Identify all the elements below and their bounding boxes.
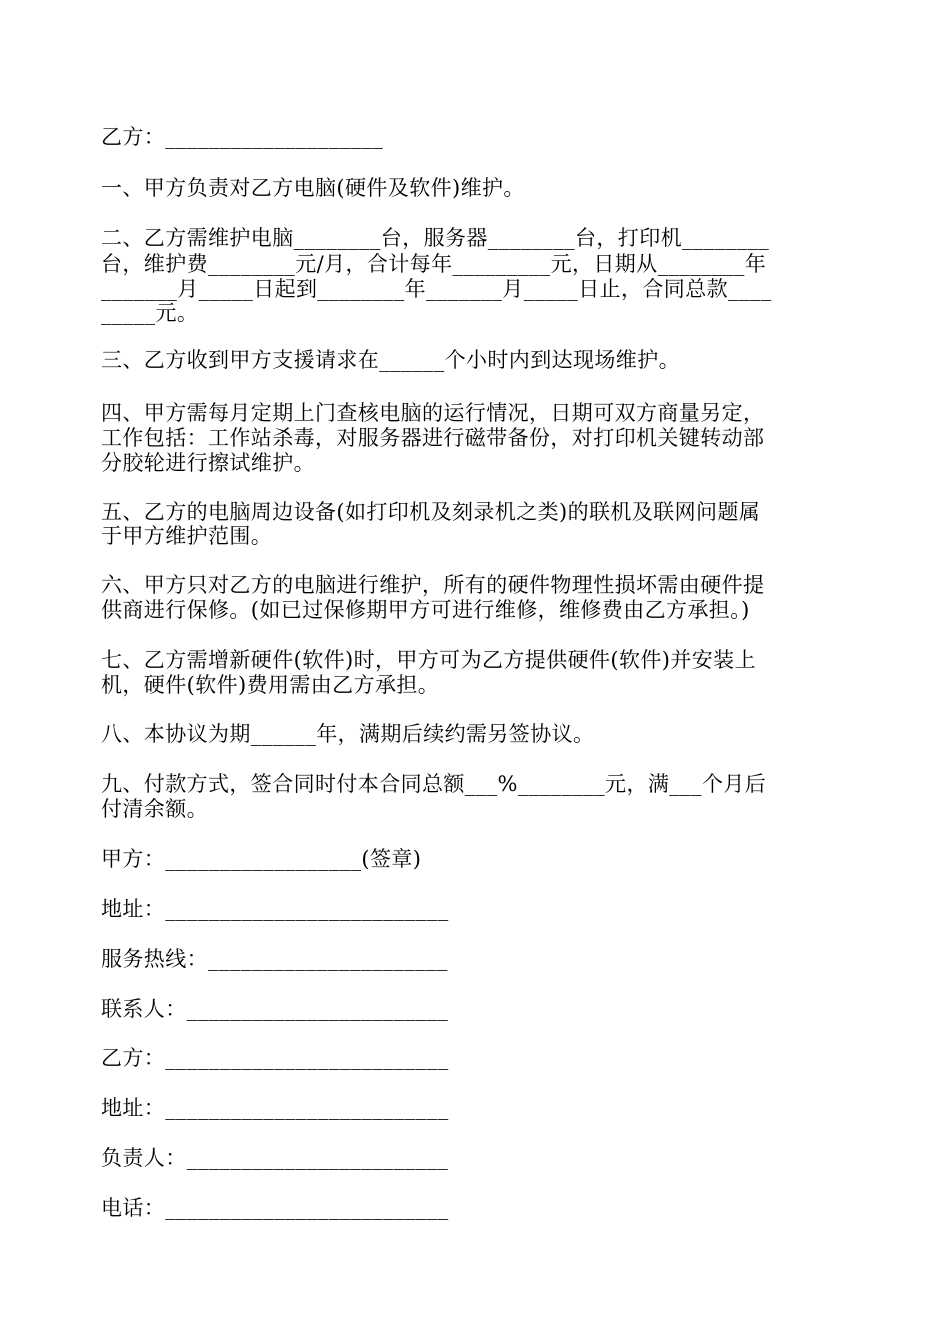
service-hotline-line: 服务热线：______________________ [101,947,448,971]
clause-2-line-1: 二、乙方需维护电脑________台，服务器________台，打印机________ [101,226,770,250]
clause-3: 三、乙方收到甲方支援请求在______个小时内到达现场维护。 [101,348,680,372]
clause-5-line-1: 五、乙方的电脑周边设备(如打印机及刻录机之类)的联机及联网问题属 [101,500,761,524]
clause-9-line-2: 付清余额。 [101,797,208,821]
clause-1: 一、甲方负责对乙方电脑(硬件及软件)维护。 [101,176,525,200]
clause-6-line-2: 供商进行保修。(如已过保修期甲方可进行维修，维修费由乙方承担。) [101,598,750,622]
party-b-top-line: 乙方：____________________ [101,125,384,149]
clause-7-line-1: 七、乙方需增新硬件(软件)时，甲方可为乙方提供硬件(软件)并安装上 [101,648,756,672]
clause-2-line-2: 台，维护费________元/月，合计每年_________元，日期从________年 [101,252,767,276]
contact-person-line: 联系人：________________________ [101,997,449,1021]
party-a-address-line: 地址：__________________________ [101,897,449,921]
party-a-signature-line: 甲方：__________________(签章) [101,847,422,871]
clause-4-line-2: 工作包括：工作站杀毒，对服务器进行磁带备份，对打印机关键转动部 [101,426,765,450]
clause-8: 八、本协议为期______年，满期后续约需另签协议。 [101,722,595,746]
clause-4-line-3: 分胶轮进行擦试维护。 [101,451,315,475]
party-b-address-line: 地址：__________________________ [101,1096,449,1120]
person-in-charge-line: 负责人：________________________ [101,1146,449,1170]
phone-line: 电话：__________________________ [101,1196,449,1220]
clause-2-line-4: _____元。 [101,301,199,325]
party-b-line: 乙方：__________________________ [101,1046,449,1070]
clause-6-line-1: 六、甲方只对乙方的电脑进行维护，所有的硬件物理性损坏需由硬件提 [101,573,765,597]
clause-4-line-1: 四、甲方需每月定期上门查核电脑的运行情况，日期可双方商量另定， [101,401,765,425]
clause-7-line-2: 机，硬件(软件)费用需由乙方承担。 [101,673,440,697]
clause-9-line-1: 九、付款方式，签合同时付本合同总额___%________元，满___个月后 [101,772,767,796]
clause-5-line-2: 于甲方维护范围。 [101,524,273,548]
clause-2-line-3: _______月_____日起到________年_______月_____日止，合同总款____ [101,277,772,301]
